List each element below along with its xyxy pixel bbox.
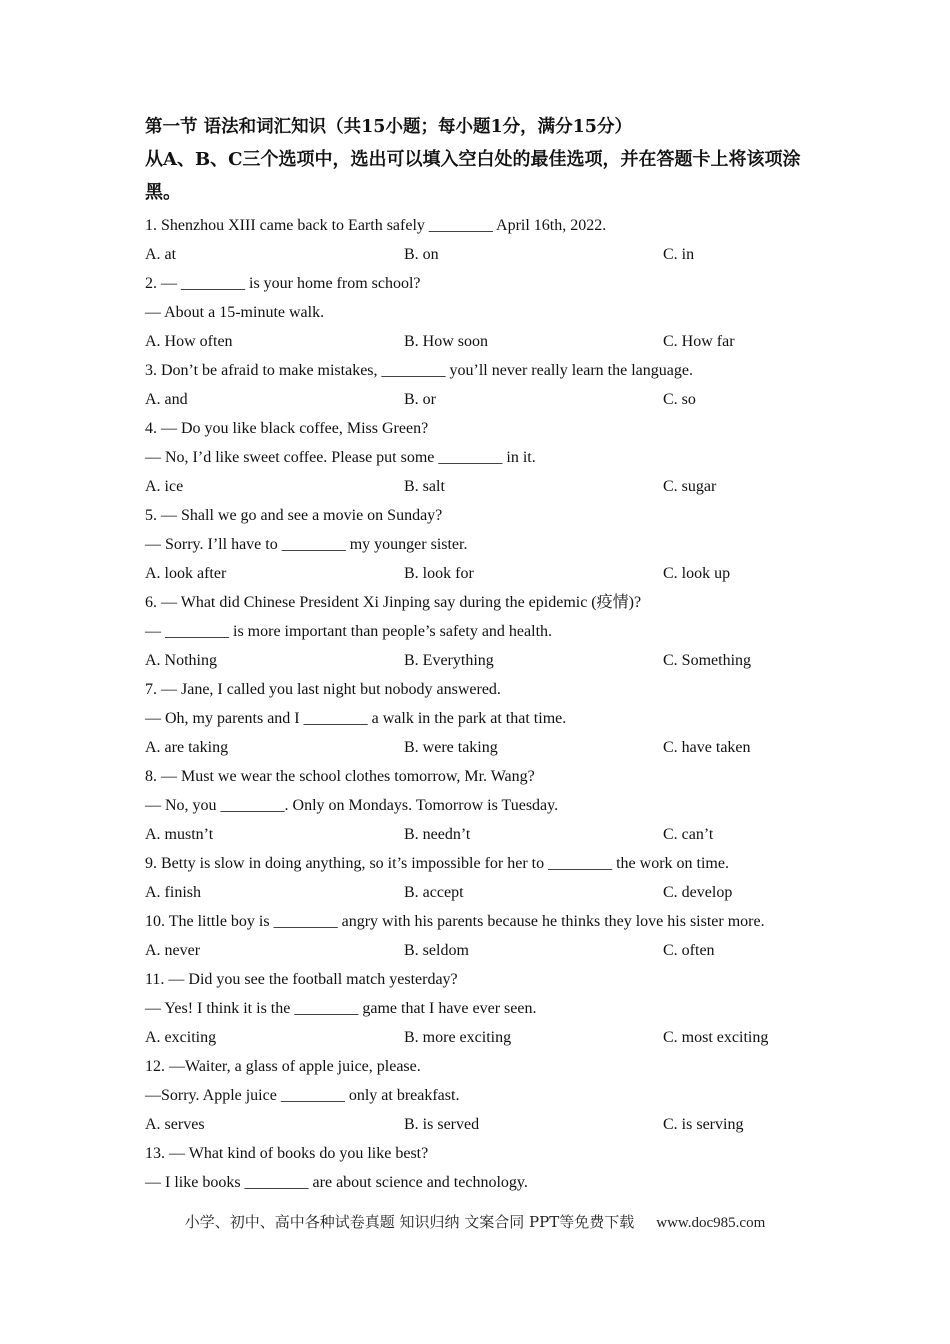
section-title: 第一节 语法和词汇知识（共15小题；每小题1分，满分15分） [145,117,632,137]
option-a: A. Nothing [145,652,217,669]
question-reply: —Sorry. Apple juice ________ only at breakfast. [145,1087,460,1104]
option-c: C. often [663,942,715,959]
section-instruction: 从A、B、C三个选项中，选出可以填入空白处的最佳选项，并在答题卡上将该项涂黑。 [145,149,801,203]
footer-text: 小学、初中、高中各种试卷真题 知识归纳 文案合同 PPT等免费下载 [184,1213,635,1231]
exam-content [145,112,825,1197]
question-stem: 5. — Shall we go and see a movie on Sunday? [145,507,443,524]
option-row [145,1023,825,1052]
option-c: C. can’t [663,826,714,843]
option-c: C. How far [663,333,735,350]
question-stem: 7. — Jane, I called you last night but nobody answered. [145,681,501,698]
option-c: C. in [663,246,695,263]
question-stem: 1. Shenzhou XIII came back to Earth safely ________ April 16th, 2022. [145,217,607,234]
question-item [145,1052,825,1139]
question-reply: — Sorry. I’ll have to ________ my younger sister. [145,536,468,553]
option-c: C. so [663,391,696,408]
option-c: C. Something [663,652,752,669]
question-item [145,501,825,588]
option-a: A. look after [145,565,227,582]
option-a: A. mustn’t [145,826,214,843]
option-row [145,878,825,907]
option-row [145,327,825,356]
question-reply: — No, I’d like sweet coffee. Please put some ________ in it. [145,449,536,466]
question-item [145,588,825,675]
option-row [145,240,825,269]
option-row [145,559,825,588]
question-stem: 10. The little boy is ________ angry with his parents because he thinks they love his sister more. [145,913,765,930]
page-footer [0,1211,950,1232]
question-reply: — ________ is more important than people’s safety and health. [145,623,553,640]
option-c: C. sugar [663,478,717,495]
option-a: A. exciting [145,1029,217,1046]
question-stem: 11. — Did you see the football match yesterday? [145,971,458,988]
option-row [145,385,825,414]
option-row [145,646,825,675]
question-reply: — About a 15-minute walk. [145,304,325,321]
question-item [145,269,825,356]
option-c: C. look up [663,565,731,582]
question-stem: 9. Betty is slow in doing anything, so it’s impossible for her to ________ the work on time. [145,855,729,872]
option-b: B. or [404,391,436,408]
option-a: A. at [145,246,177,263]
option-b: B. look for [404,565,474,582]
option-a: A. finish [145,884,201,901]
question-reply: — No, you ________. Only on Mondays. Tomorrow is Tuesday. [145,797,559,814]
footer-url: www.doc985.com [656,1215,766,1231]
option-b: B. needn’t [404,826,471,843]
option-c: C. have taken [663,739,751,756]
question-item [145,356,825,414]
option-c: C. is serving [663,1116,744,1133]
option-b: B. is served [404,1116,480,1133]
option-b: B. on [404,246,439,263]
option-a: A. and [145,391,188,408]
option-row [145,472,825,501]
question-item [145,675,825,762]
question-reply: — I like books ________ are about science and technology. [145,1174,528,1191]
question-reply: — Yes! I think it is the ________ game that I have ever seen. [145,1000,537,1017]
question-stem: 2. — ________ is your home from school? [145,275,421,292]
option-row [145,733,825,762]
question-stem: 6. — What did Chinese President Xi Jinping say during the epidemic (疫情)? [145,594,642,611]
option-b: B. seldom [404,942,469,959]
question-item [145,1139,825,1197]
option-row [145,1110,825,1139]
option-b: B. were taking [404,739,498,756]
option-b: B. salt [404,478,445,495]
option-b: B. more exciting [404,1029,512,1046]
question-item [145,762,825,849]
option-row [145,820,825,849]
question-item [145,849,825,907]
question-stem: 13. — What kind of books do you like best? [145,1145,429,1162]
option-a: A. ice [145,478,184,495]
option-a: A. never [145,942,201,959]
option-b: B. Everything [404,652,494,669]
question-item [145,907,825,965]
question-stem: 12. —Waiter, a glass of apple juice, please. [145,1058,421,1075]
option-a: A. How often [145,333,233,350]
option-a: A. are taking [145,739,229,756]
question-item [145,414,825,501]
question-stem: 4. — Do you like black coffee, Miss Green? [145,420,429,437]
option-c: C. most exciting [663,1029,769,1046]
option-row [145,936,825,965]
question-reply: — Oh, my parents and I ________ a walk in the park at that time. [145,710,567,727]
question-item [145,965,825,1052]
question-stem: 3. Don’t be afraid to make mistakes, ________ you’ll never really learn the language. [145,362,693,379]
question-item [145,211,825,269]
option-b: B. accept [404,884,464,901]
question-list [145,211,825,1197]
option-c: C. develop [663,884,733,901]
option-a: A. serves [145,1116,205,1133]
question-stem: 8. — Must we wear the school clothes tomorrow, Mr. Wang? [145,768,535,785]
option-b: B. How soon [404,333,489,350]
